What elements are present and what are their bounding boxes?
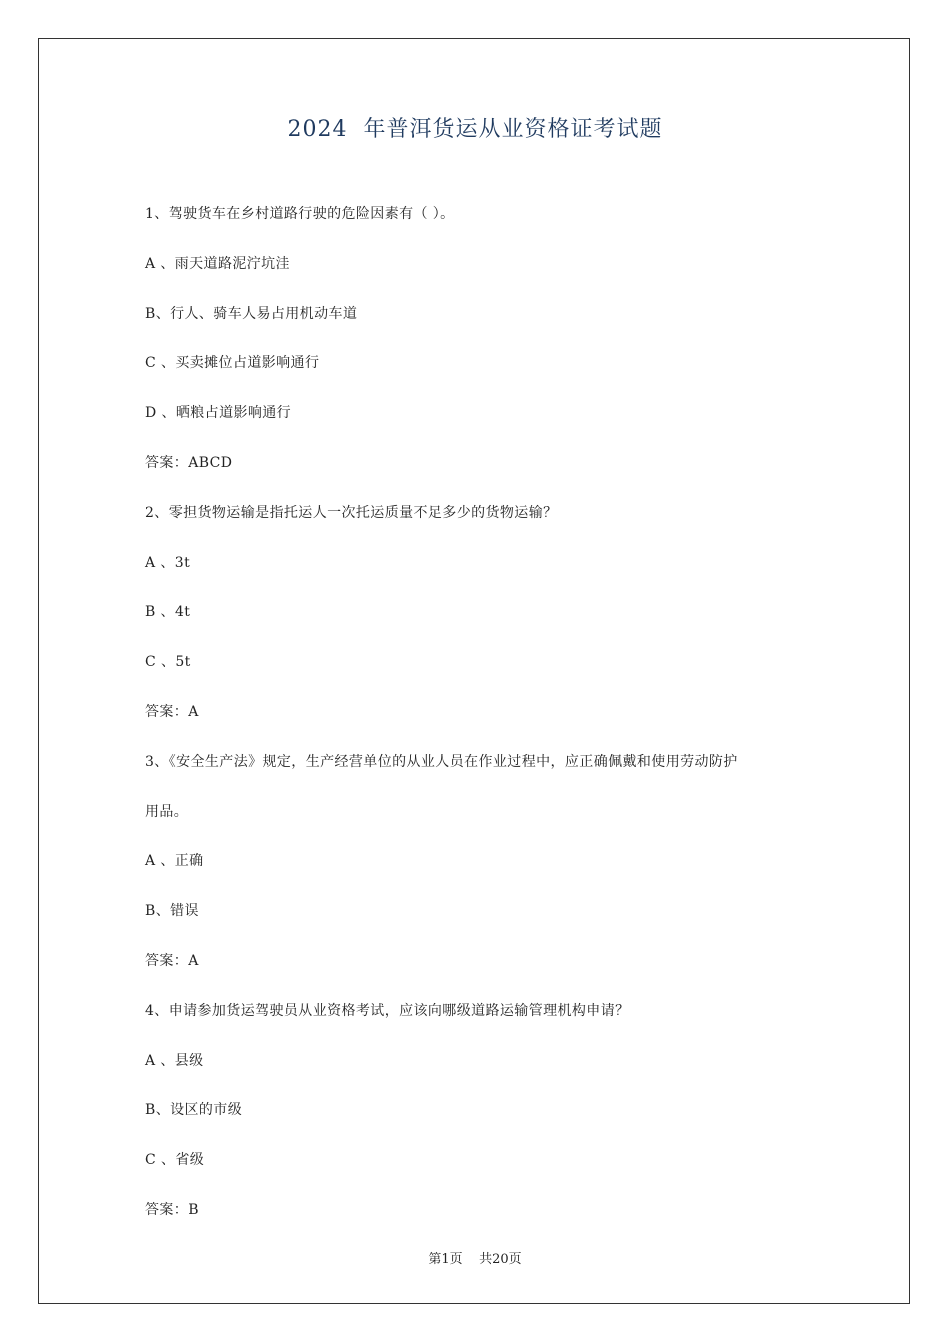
document-title: 2024 年普洱货运从业资格证考试题 — [287, 117, 663, 142]
question-3-option-b: B、错误 — [145, 903, 199, 920]
question-4-option-c: C 、省级 — [145, 1152, 205, 1169]
question-2-option-c: C 、5t — [145, 654, 191, 671]
question-1-option-b: B、行人、骑车人易占用机动车道 — [145, 305, 358, 322]
question-4-text: 4、申请参加货运驾驶员从业资格考试，应该向哪级道路运输管理机构申请？ — [145, 1002, 630, 1019]
page-number-footer: 第1页 共20页 — [428, 1252, 522, 1267]
question-1-option-a: A 、雨天道路泥泞坑洼 — [145, 255, 290, 272]
question-1-option-c: C 、买卖摊位占道影响通行 — [145, 355, 320, 372]
question-1-answer: 答案：ABCD — [145, 454, 233, 471]
question-2-option-a: A 、3t — [145, 554, 191, 571]
question-3-text: 3、《安全生产法》规定，生产经营单位的从业人员在作业过程中，应正确佩戴和使用劳动防护 — [145, 753, 738, 770]
question-2-text: 2、零担货物运输是指托运人一次托运质量不足多少的货物运输？ — [145, 504, 558, 521]
question-4-answer: 答案：B — [145, 1201, 199, 1218]
question-3-text-continued: 用品。 — [145, 803, 189, 820]
question-list — [145, 195, 825, 1241]
question-2-option-b: B 、4t — [145, 604, 191, 621]
question-4-option-b: B、设区的市级 — [145, 1102, 243, 1119]
question-3-answer: 答案：A — [145, 952, 199, 969]
question-4-option-a: A 、县级 — [145, 1052, 204, 1069]
question-1-option-d: D 、晒粮占道影响通行 — [145, 405, 292, 422]
question-1-text: 1、驾驶货车在乡村道路行驶的危险因素有（ ）。 — [145, 206, 455, 222]
question-3-option-a: A 、正确 — [145, 853, 204, 870]
question-2-answer: 答案：A — [145, 703, 199, 720]
